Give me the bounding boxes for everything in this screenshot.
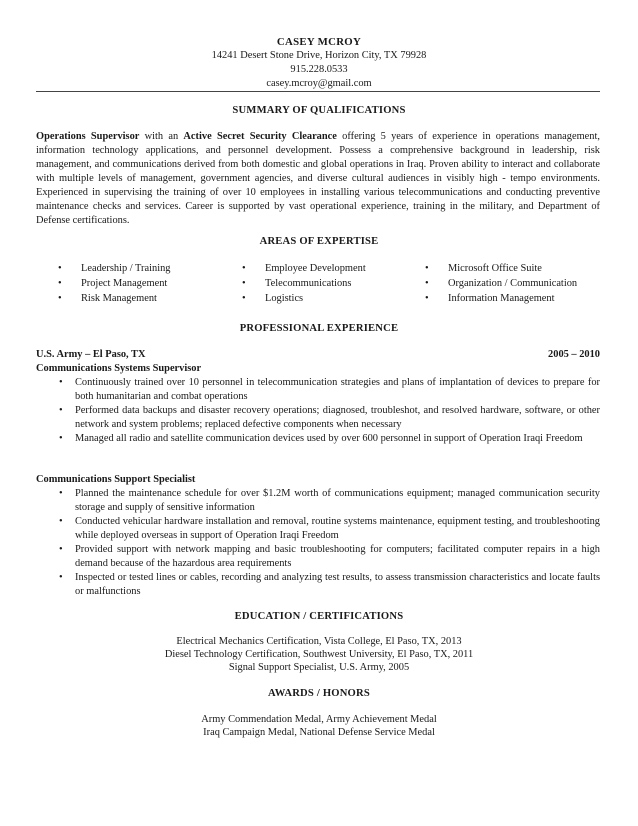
list-item bbox=[36, 432, 600, 446]
bullet-icon: • bbox=[59, 433, 63, 444]
address: 14241 Desert Stone Drive, Horizon City, TX 79928 bbox=[211, 50, 427, 61]
list-item bbox=[36, 515, 600, 543]
bullet-text: Conducted vehicular hardware installation and removal, routine systems maintenance, equipment testing, and troubleshooting while deployed overseas in support of Operation Iraqi Freedom bbox=[75, 516, 600, 541]
candidate-name: CASEY MCROY bbox=[276, 36, 362, 48]
summary-heading: SUMMARY OF QUALIFICATIONS bbox=[232, 105, 406, 116]
list-item bbox=[36, 487, 600, 515]
resume-header bbox=[0, 35, 638, 91]
expertise-label: Leadership / Training bbox=[81, 263, 171, 274]
employer: U.S. Army – El Paso, TX bbox=[36, 349, 146, 360]
bullet-text: Managed all radio and satellite communication devices used by over 600 personnel in support of Operation Iraqi Freedom bbox=[75, 433, 583, 444]
role-title-2: Communications Support Specialist bbox=[36, 474, 196, 485]
bullet-icon: • bbox=[242, 293, 246, 304]
list-item bbox=[36, 571, 600, 599]
role-title-1: Communications Systems Supervisor bbox=[36, 363, 202, 374]
bullet-icon: • bbox=[59, 488, 63, 499]
award-item: Iraq Campaign Medal, National Defense Service Medal bbox=[203, 727, 435, 738]
list-item bbox=[36, 543, 600, 571]
expertise-item bbox=[58, 291, 170, 306]
expertise-item bbox=[242, 261, 366, 276]
phone: 915.228.0533 bbox=[290, 64, 348, 75]
bullet-icon: • bbox=[242, 278, 246, 289]
expertise-label: Information Management bbox=[448, 293, 555, 304]
expertise-label: Organization / Communication bbox=[448, 278, 578, 289]
expertise-label: Microsoft Office Suite bbox=[448, 263, 542, 274]
expertise-label: Project Management bbox=[81, 278, 168, 289]
expertise-item bbox=[58, 261, 170, 276]
expertise-item bbox=[425, 261, 577, 276]
bullet-icon: • bbox=[425, 293, 429, 304]
bullet-icon: • bbox=[425, 278, 429, 289]
bullet-icon: • bbox=[58, 278, 62, 289]
summary-bold-clearance: Active Secret Security Clearance bbox=[183, 131, 337, 142]
summary-bold-title: Operations Supervisor bbox=[36, 131, 140, 142]
expertise-item bbox=[242, 291, 366, 306]
employer-line bbox=[36, 348, 600, 362]
bullet-icon: • bbox=[59, 544, 63, 555]
education-item: Signal Support Specialist, U.S. Army, 2005 bbox=[228, 662, 410, 673]
bullet-icon: • bbox=[59, 572, 63, 583]
expertise-heading: AREAS OF EXPERTISE bbox=[259, 236, 379, 247]
education-heading: EDUCATION / CERTIFICATIONS bbox=[234, 611, 404, 622]
expertise-label: Risk Management bbox=[81, 293, 157, 304]
bullet-icon: • bbox=[59, 377, 63, 388]
bullet-icon: • bbox=[242, 263, 246, 274]
list-item bbox=[36, 404, 600, 432]
awards-list bbox=[0, 713, 638, 739]
expertise-column-3 bbox=[425, 261, 577, 306]
summary-text-2: offering 5 years of experience in operations management, information technology applications, and personnel development. Possess a comprehensive background in leadership, risk management, and communications derived from both domestic and global operations in Iraq. Proven ability to interact and collaborate with multiple levels of management, government agencies, and diverse cultural audiences in visibly high - tempo environments. Experienced in supervising the training of over 10 employees in installing various telecommunications and conducting preventive maintenance checks and services. Career is supported by vast operational experience, training in the military, and Department of Defense certifications. bbox=[36, 131, 600, 226]
expertise-item bbox=[425, 291, 577, 306]
employment-dates: 2005 – 2010 bbox=[548, 349, 600, 360]
bullet-icon: • bbox=[58, 293, 62, 304]
email: casey.mcroy@gmail.com bbox=[266, 78, 372, 89]
bullet-icon: • bbox=[58, 263, 62, 274]
education-list bbox=[0, 635, 638, 674]
bullet-text: Provided support with network mapping and basic troubleshooting for computers; facilitated computer repairs in a high demand because of the hazardous area requirements bbox=[75, 544, 600, 569]
award-item: Army Commendation Medal, Army Achievement Medal bbox=[201, 714, 437, 725]
bullet-text: Planned the maintenance schedule for over $1.2M worth of communications equipment; managed communication security storage and supply of sensitive information bbox=[75, 488, 600, 513]
education-item: Diesel Technology Certification, Southwest University, El Paso, TX, 2011 bbox=[164, 649, 474, 660]
list-item bbox=[36, 376, 600, 404]
expertise-column-2 bbox=[242, 261, 366, 306]
expertise-item bbox=[58, 276, 170, 291]
education-item: Electrical Mechanics Certification, Vista College, El Paso, TX, 2013 bbox=[176, 636, 462, 647]
expertise-item bbox=[425, 276, 577, 291]
expertise-label: Telecommunications bbox=[265, 278, 352, 289]
bullet-icon: • bbox=[425, 263, 429, 274]
awards-heading: AWARDS / HONORS bbox=[268, 688, 370, 699]
header-divider bbox=[36, 91, 600, 92]
summary-paragraph bbox=[36, 130, 600, 228]
role-2-bullets bbox=[36, 487, 600, 599]
bullet-text: Continuously trained over 10 personnel in telecommunication strategies and plans of implantation of devices to prepare for both humanitarian and combat operations bbox=[75, 377, 600, 402]
bullet-icon: • bbox=[59, 405, 63, 416]
expertise-label: Logistics bbox=[265, 293, 304, 304]
bullet-icon: • bbox=[59, 516, 63, 527]
bullet-text: Performed data backups and disaster recovery operations; diagnosed, troubleshot, and resolved hardware, software, or other network and system problems; replaced defective components when necessary bbox=[75, 405, 600, 430]
role-1-bullets bbox=[36, 376, 600, 446]
bullet-text: Inspected or tested lines or cables, recording and analyzing test results, to assess transmission characteristics and locate faults or malfunctions bbox=[75, 572, 600, 597]
experience-heading: PROFESSIONAL EXPERIENCE bbox=[239, 323, 399, 334]
summary-text-1: with an bbox=[139, 131, 184, 142]
expertise-column-1 bbox=[58, 261, 170, 306]
expertise-item bbox=[242, 276, 366, 291]
expertise-label: Employee Development bbox=[265, 263, 366, 274]
